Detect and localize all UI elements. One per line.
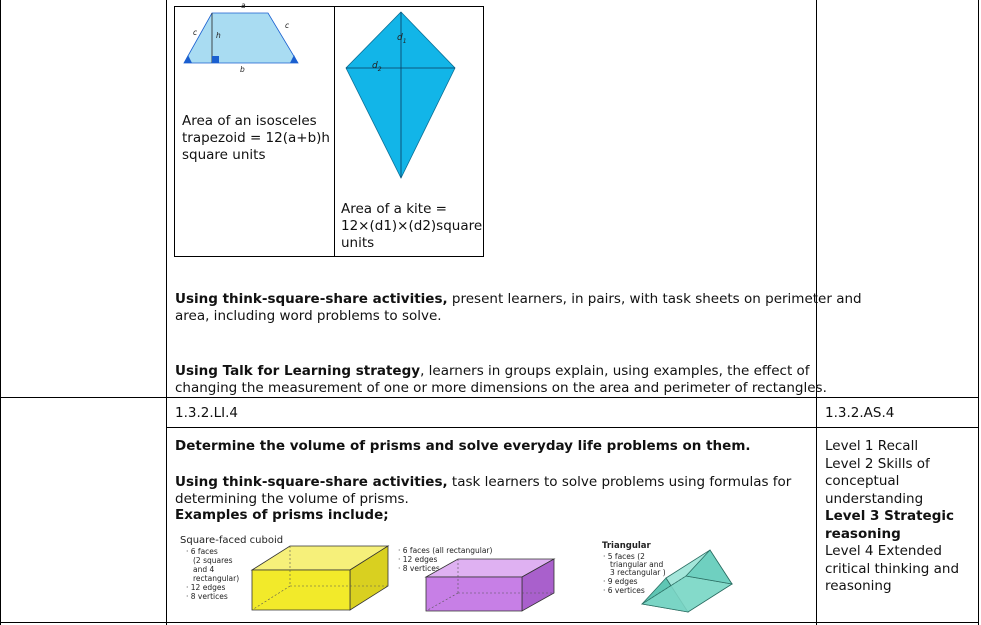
level-line: understanding	[825, 490, 924, 507]
figure-table-right	[483, 6, 484, 257]
prism3-bullet: · 6 vertices	[603, 586, 645, 595]
trapezoid-label-b: b	[240, 65, 245, 74]
table-border-col1	[166, 0, 167, 625]
prism2-bullet: · 6 faces (all rectangular)	[398, 546, 493, 555]
trapezoid-label-c-right: c	[285, 21, 290, 30]
row2-activity-line1	[175, 474, 791, 491]
trapezoid-caption-2: trapezoid = 12(a+b)h	[182, 130, 330, 146]
row2-activity-bold: Using think-square-share activities,	[175, 474, 448, 490]
prism1-bullet: and 4	[193, 565, 215, 574]
cuboid-purple-figure	[424, 555, 556, 615]
prism3-bullet: triangular and	[610, 560, 664, 569]
trapezoid-figure	[180, 0, 305, 75]
activity2-line1	[175, 363, 810, 380]
kite-caption-1: Area of a kite =	[341, 201, 447, 217]
prism3-bullet: 3 rectangular )	[610, 568, 666, 577]
trapezoid-caption-3: square units	[182, 147, 266, 163]
row2-heading: Determine the volume of prisms and solve everyday life problems on them.	[175, 438, 751, 454]
level-line: Level 3 Strategic	[825, 508, 954, 524]
prism1-bullet: · 8 vertices	[186, 592, 228, 601]
activity1-rest: present learners, in pairs, with task sheets on perimeter and	[447, 291, 862, 307]
level-line: critical thinking and	[825, 560, 960, 577]
row-divider-1	[0, 397, 979, 398]
activity2-rest: , learners in groups explain, using examples, the effect of	[420, 363, 810, 379]
activity1-line1	[175, 291, 862, 308]
trapezoid-label-h: h	[216, 31, 221, 40]
kite-caption-3: units	[341, 235, 375, 251]
prism2-bullet: · 8 vertices	[398, 564, 440, 573]
kite-caption-2: 12×(d1)×(d2)square	[341, 218, 483, 234]
prism3-title: Triangular	[602, 541, 651, 551]
level-line: Level 1 Recall	[825, 438, 919, 454]
cuboid-yellow-figure	[250, 540, 390, 612]
figure-table-left	[174, 6, 175, 257]
figure-table-bottom	[174, 256, 484, 257]
prism1-bullet: · 6 faces	[186, 547, 218, 556]
kite-label-d1: $d_1$	[397, 33, 407, 45]
table-border-bottom	[0, 622, 979, 623]
table-border-col2	[816, 0, 817, 625]
table-border-left	[0, 0, 1, 625]
row2-activity-line2: determining the volume of prisms.	[175, 491, 409, 507]
prism1-bullet: rectangular)	[193, 574, 240, 583]
prism3-bullet: · 9 edges	[603, 577, 638, 586]
examples-heading: Examples of prisms include;	[175, 507, 389, 523]
activity1-bold: Using think-square-share activities,	[175, 291, 448, 307]
prism3-bullet: · 5 faces (2	[603, 552, 645, 561]
activity2-bold: Using Talk for Learning strategy	[175, 363, 421, 379]
level-line: conceptual	[825, 473, 900, 489]
triangular-prism-figure	[640, 548, 732, 616]
prism1-bullet: · 12 edges	[186, 583, 226, 592]
assessment-code: 1.3.2.AS.4	[825, 405, 895, 421]
activity2-line2: changing the measurement of one or more dimensions on the area and perimeter of rectangles.	[175, 380, 827, 396]
level-line: Level 4 Extended	[825, 543, 942, 559]
trapezoid-label-a: a	[241, 1, 246, 10]
trapezoid-label-c-left: c	[193, 28, 198, 37]
prism2-bullet: · 12 edges	[398, 555, 438, 564]
prism1-bullet: (2 squares	[193, 556, 233, 565]
assessment-levels	[825, 438, 975, 596]
prism1-title: Square-faced cuboid	[180, 535, 284, 546]
row-divider-2	[166, 427, 979, 428]
activity1-line2: area, including word problems to solve.	[175, 308, 442, 324]
level-line: Level 2 Skills of	[825, 455, 930, 472]
indicator-code: 1.3.2.LI.4	[175, 405, 239, 421]
trapezoid-caption-1: Area of an isosceles	[182, 113, 317, 129]
kite-label-d2: $d_2$	[372, 61, 382, 73]
figure-table-mid	[334, 6, 335, 257]
table-border-right	[978, 0, 979, 625]
level-line: reasoning	[825, 578, 892, 594]
row2-activity-rest: task learners to solve problems using formulas for	[447, 474, 792, 490]
level-line: reasoning	[825, 525, 901, 542]
